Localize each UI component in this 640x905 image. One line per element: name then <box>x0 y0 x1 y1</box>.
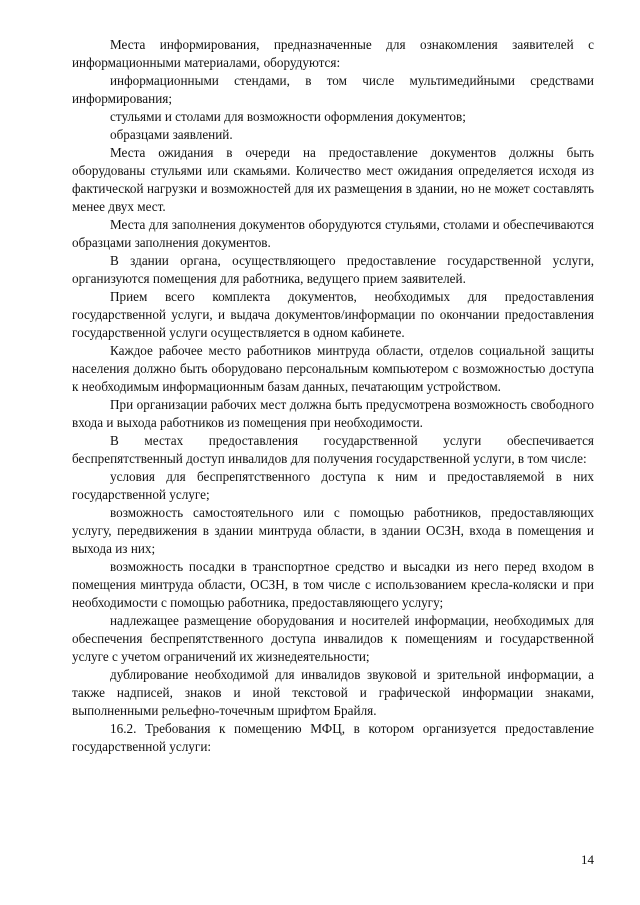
paragraph: В здании органа, осуществляющего предоставление государственной услуги, организуются помещения для работника, ведущего прием заявителей. <box>72 253 594 286</box>
paragraph: стульями и столами для возможности оформления документов; <box>110 109 466 124</box>
paragraph: Места ожидания в очереди на предоставление документов должны быть оборудованы стульями или скамьями. Количество мест ожидания определяется исходя из фактической нагрузки и возможностей для их размещения в здании, но не может составлять менее двух мест. <box>72 145 594 214</box>
paragraph: 16.2. Требования к помещению МФЦ, в котором организуется предоставление государственной услуги: <box>72 721 594 754</box>
paragraph: надлежащее размещение оборудования и носителей информации, необходимых для обеспечения беспрепятственного доступа инвалидов к помещениям и государственной услуге с учетом ограничений их жизнедеятельности; <box>72 613 594 664</box>
paragraph: В местах предоставления государственной услуги обеспечивается беспрепятственный доступ инвалидов для получения государственной услуги, в том числе: <box>72 433 594 466</box>
paragraph: возможность самостоятельного или с помощью работников, предоставляющих услугу, передвижения в здании минтруда области, в здании ОСЗН, входа в помещения и выхода из них; <box>72 505 594 556</box>
paragraph: дублирование необходимой для инвалидов звуковой и зрительной информации, а также надписей, знаков и иной текстовой и графической информации знаками, выполненными рельефно-точечным шрифтом Брайля. <box>72 667 594 718</box>
paragraph: Каждое рабочее место работников минтруда области, отделов социальной защиты населения должно быть оборудовано персональным компьютером с возможностью доступа к необходимым информационным базам данных, печатающим устройством. <box>72 343 594 394</box>
document-body <box>72 36 594 756</box>
paragraph: образцами заявлений. <box>110 127 233 142</box>
paragraph: возможность посадки в транспортное средство и высадки из него перед входом в помещения минтруда области, ОСЗН, в том числе с использованием кресла-коляски и при необходимости с помощью работника, предоставляющего услугу; <box>72 559 594 610</box>
paragraph: Прием всего комплекта документов, необходимых для предоставления государственной услуги, и выдача документов/информации по окончании предоставления государственной услуги осуществляется в одном кабинете. <box>72 289 594 340</box>
paragraph: Места для заполнения документов оборудуются стульями, столами и обеспечиваются образцами заполнения документов. <box>72 217 594 250</box>
page-number: 14 <box>581 852 594 867</box>
paragraph: информационными стендами, в том числе мультимедийными средствами информирования; <box>72 73 594 106</box>
paragraph: Места информирования, предназначенные для ознакомления заявителей с информационными материалами, оборудуются: <box>72 37 594 70</box>
paragraph: При организации рабочих мест должна быть предусмотрена возможность свободного входа и выхода работников из помещения при необходимости. <box>72 397 594 430</box>
paragraph: условия для беспрепятственного доступа к ним и предоставляемой в них государственной услуге; <box>72 469 594 502</box>
